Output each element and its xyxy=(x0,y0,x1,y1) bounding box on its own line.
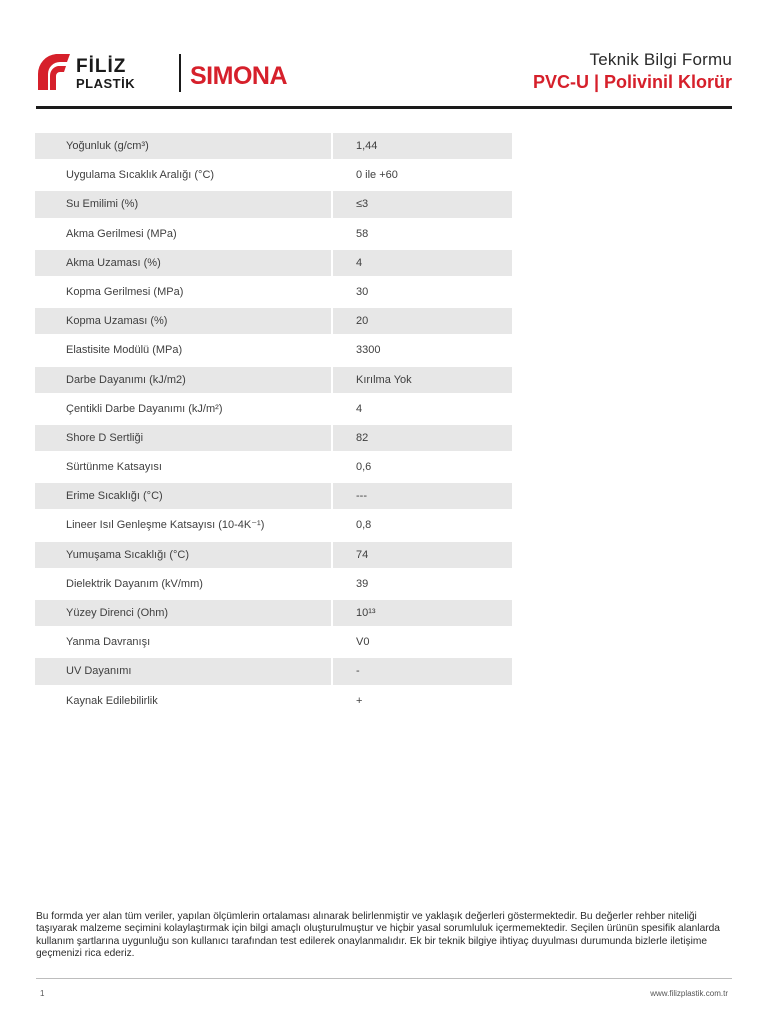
property-label: Yanma Davranışı xyxy=(35,629,331,658)
property-value: 20 xyxy=(333,308,512,337)
property-value: + xyxy=(333,688,512,717)
table-row xyxy=(35,133,512,162)
property-value: 0 ile +60 xyxy=(333,162,512,191)
table-row xyxy=(35,425,512,454)
property-value: 3300 xyxy=(333,337,512,366)
simona-logo xyxy=(190,60,314,90)
table-row xyxy=(35,191,512,220)
disclaimer: Bu formda yer alan tüm veriler, yapılan ölçümlerin ortalaması alınarak belirlenmiştir ve yaklaşık değerleri göstermektedir. Bu değerler rehber niteliği taşıyarak malzeme seçimini kolaylaştırmak için bilgi amaçlı oluşturulmuştur ve hiçbir yasal sorumluluk içermemektedir. Seçilen ürünün spesifik alanlarda kullanım şartlarına uygunluğu son kullanıcı tarafından test edilerek onaylanmalıdır. Ek bir teknik bilgiye ihtiyaç duyulması durumunda bizlerle iletişime geçmenizi rica ederiz. xyxy=(36,911,720,960)
property-value: V0 xyxy=(333,629,512,658)
property-value: Kırılma Yok xyxy=(333,367,512,396)
table-row xyxy=(35,396,512,425)
header-rule xyxy=(36,106,732,109)
property-label: Shore D Sertliği xyxy=(35,425,331,454)
property-label: Akma Gerilmesi (MPa) xyxy=(35,221,331,250)
property-value: 39 xyxy=(333,571,512,600)
table-row xyxy=(35,688,512,717)
document-subtitle: PVC-U | Polivinil Klorür xyxy=(532,72,732,92)
property-value: --- xyxy=(333,483,512,512)
table-row xyxy=(35,454,512,483)
table-row xyxy=(35,162,512,191)
table-row xyxy=(35,221,512,250)
property-label: Akma Uzaması (%) xyxy=(35,250,331,279)
property-label: Lineer Isıl Genleşme Katsayısı (10-4K⁻¹) xyxy=(35,512,331,541)
property-label: Erime Sıcaklığı (°C) xyxy=(35,483,331,512)
property-label: Sürtünme Katsayısı xyxy=(35,454,331,483)
properties-table xyxy=(35,133,512,717)
property-label: Kaynak Edilebilirlik xyxy=(35,688,331,717)
property-label: Su Emilimi (%) xyxy=(35,191,331,220)
property-label: Kopma Gerilmesi (MPa) xyxy=(35,279,331,308)
property-label: Çentikli Darbe Dayanımı (kJ/m²) xyxy=(35,396,331,425)
page-number: 1 xyxy=(40,989,45,998)
brand-secondary: PLASTİK xyxy=(76,76,136,91)
property-label: UV Dayanımı xyxy=(35,658,331,687)
footer-rule xyxy=(36,978,732,979)
property-value: 1,44 xyxy=(333,133,512,162)
table-row xyxy=(35,542,512,571)
document-title: Teknik Bilgi Formu xyxy=(589,50,732,69)
table-row xyxy=(35,600,512,629)
table-row xyxy=(35,367,512,396)
property-value: 0,6 xyxy=(333,454,512,483)
logo-divider xyxy=(179,54,181,92)
website-link[interactable]: www.filizplastik.com.tr xyxy=(650,989,728,998)
property-label: Yüzey Direnci (Ohm) xyxy=(35,600,331,629)
title-block xyxy=(533,50,732,93)
brand-primary: FİLİZ xyxy=(76,56,127,77)
property-label: Yoğunluk (g/cm³) xyxy=(35,133,331,162)
table-row xyxy=(35,629,512,658)
property-value: 30 xyxy=(333,279,512,308)
property-value: 74 xyxy=(333,542,512,571)
table-row xyxy=(35,512,512,541)
property-value: 10¹³ xyxy=(333,600,512,629)
table-row xyxy=(35,483,512,512)
property-label: Yumuşama Sıcaklığı (°C) xyxy=(35,542,331,571)
table-row xyxy=(35,279,512,308)
page-header xyxy=(36,44,732,106)
property-label: Elastisite Modülü (MPa) xyxy=(35,337,331,366)
property-value: - xyxy=(333,658,512,687)
property-value: ≤3 xyxy=(333,191,512,220)
table-row xyxy=(35,571,512,600)
table-row xyxy=(35,658,512,687)
table-row xyxy=(35,250,512,279)
property-label: Kopma Uzaması (%) xyxy=(35,308,331,337)
property-label: Darbe Dayanımı (kJ/m2) xyxy=(35,367,331,396)
property-value: 58 xyxy=(333,221,512,250)
table-row xyxy=(35,337,512,366)
partner-brand: SIMONA xyxy=(190,62,287,90)
property-label: Uygulama Sıcaklık Aralığı (°C) xyxy=(35,162,331,191)
property-value: 0,8 xyxy=(333,512,512,541)
property-value: 4 xyxy=(333,396,512,425)
property-value: 82 xyxy=(333,425,512,454)
filiz-plastik-logo xyxy=(36,52,171,92)
table-row xyxy=(35,308,512,337)
property-value: 4 xyxy=(333,250,512,279)
property-label: Dielektrik Dayanım (kV/mm) xyxy=(35,571,331,600)
